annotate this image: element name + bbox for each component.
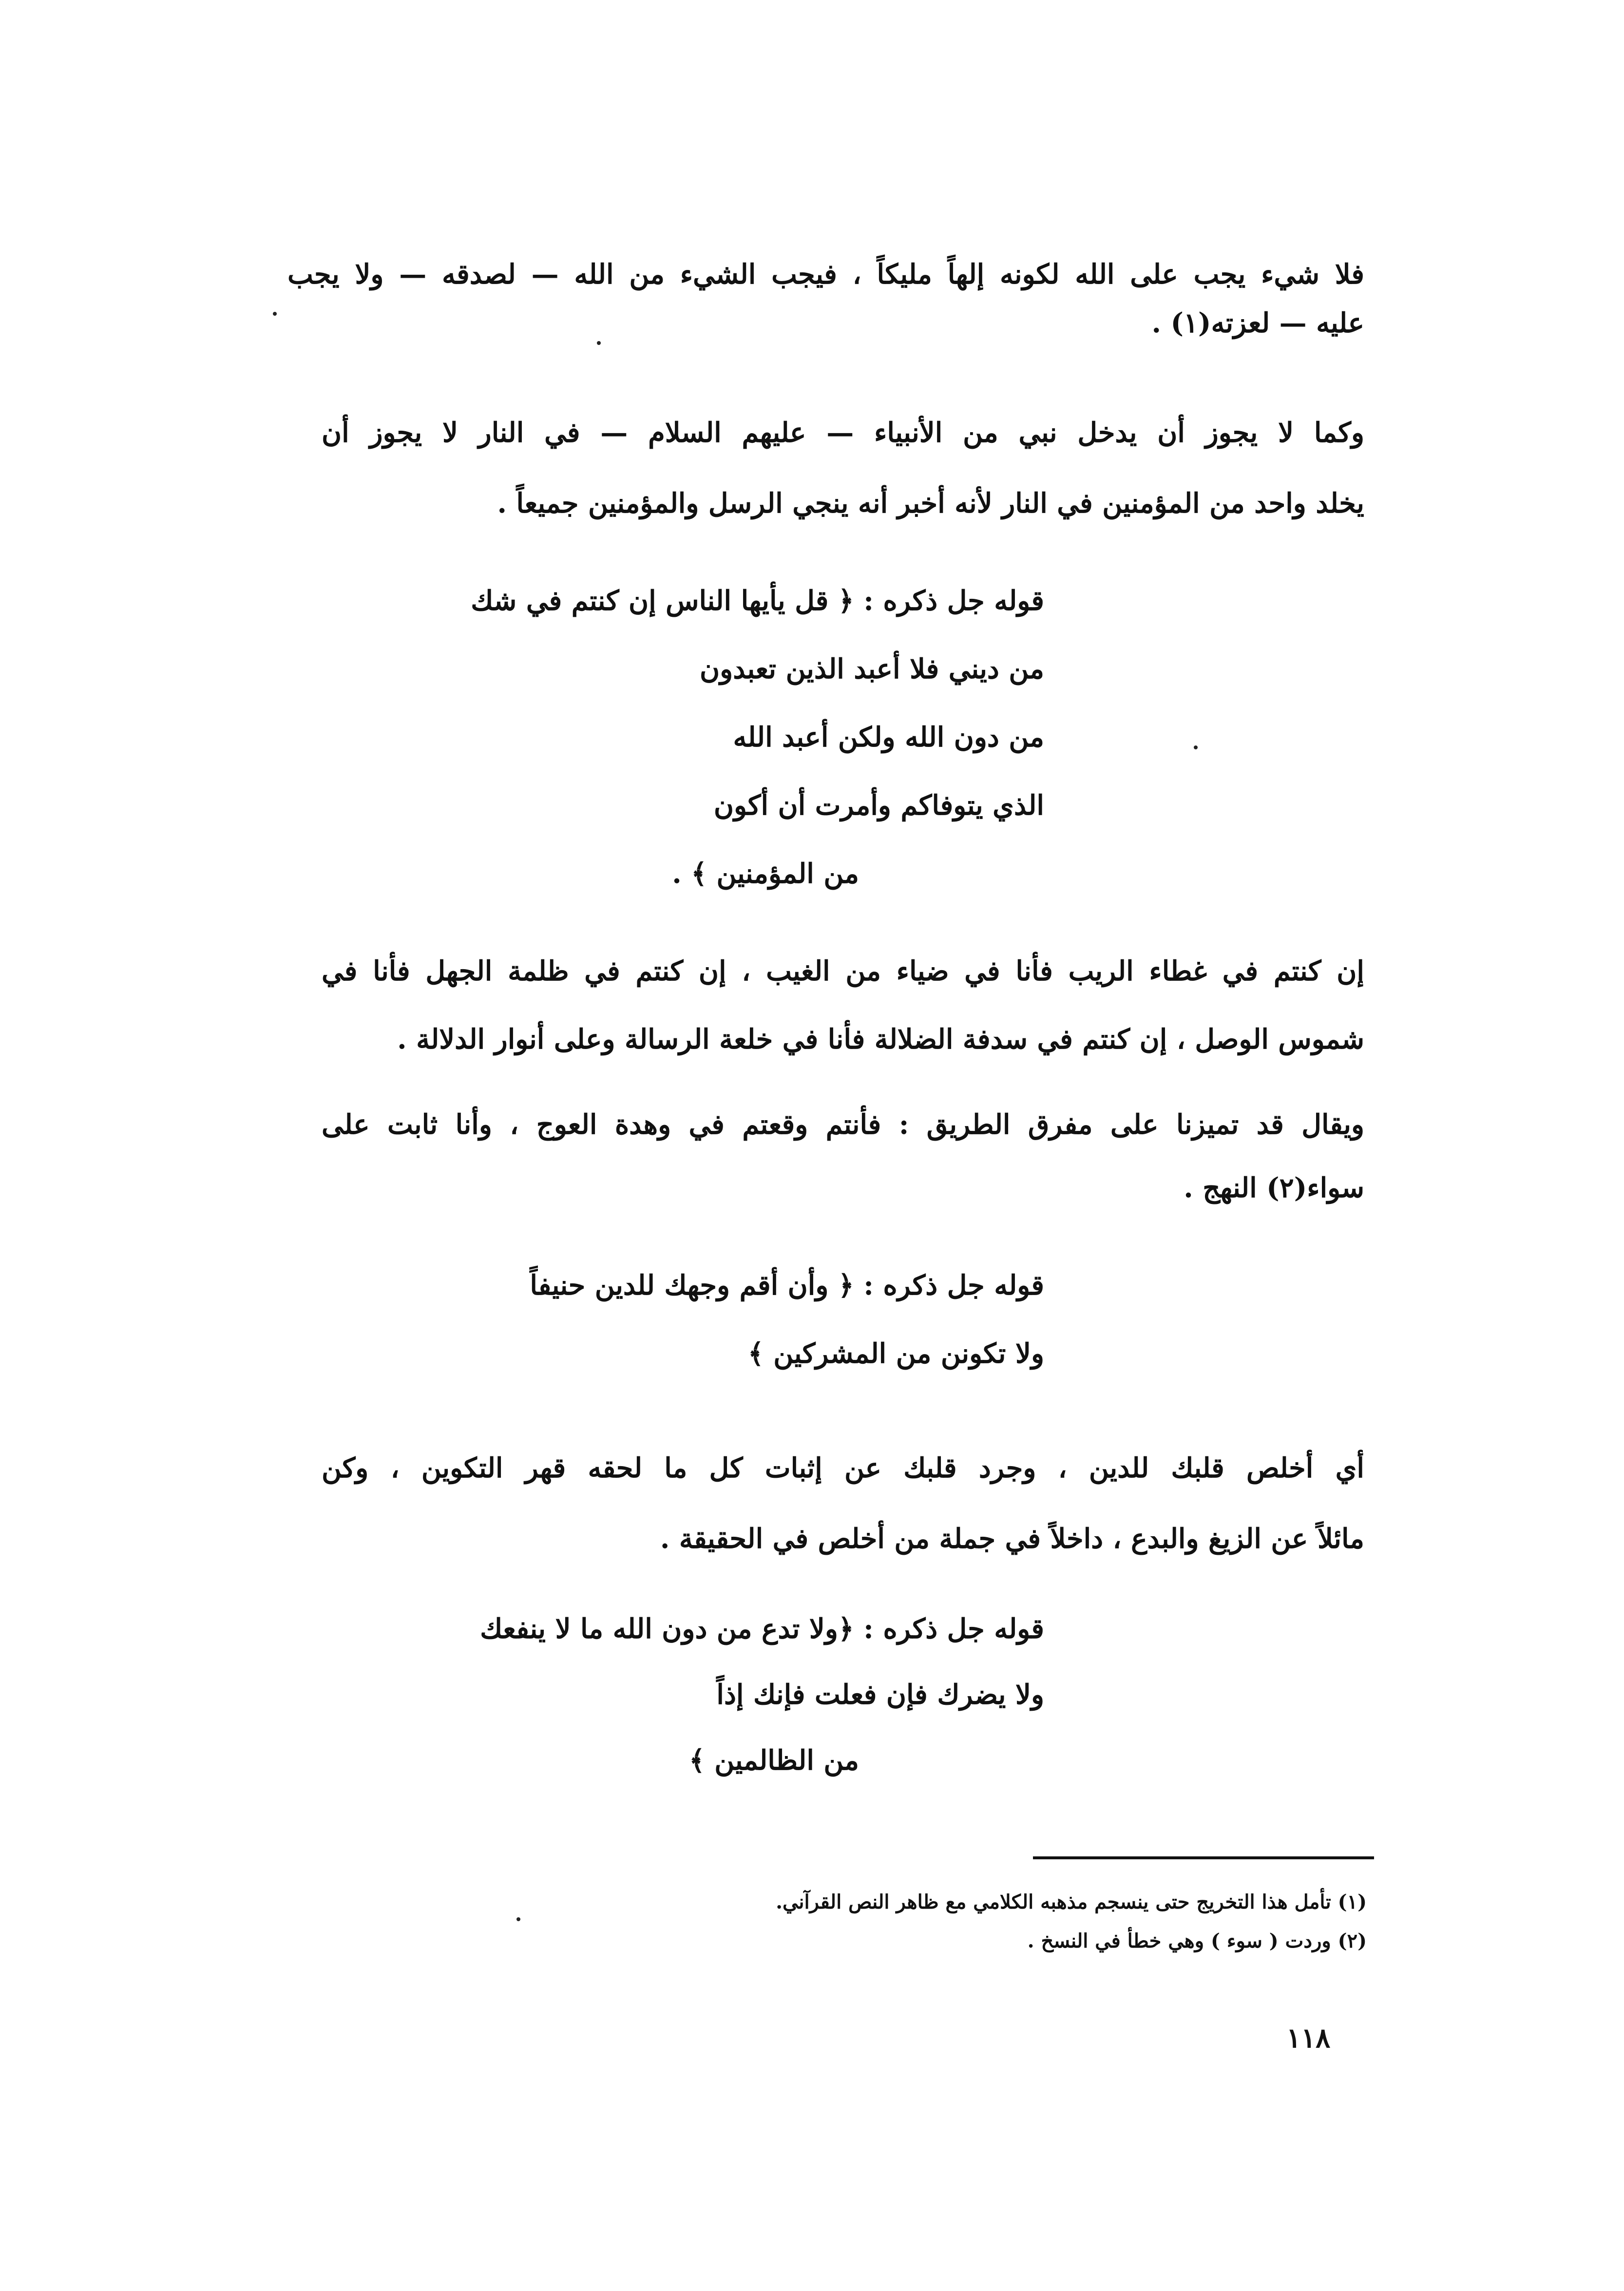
- paragraph-2: [287, 412, 1364, 519]
- verse-3-line-3: من الظالمين ﴾: [688, 1744, 859, 1776]
- verse-1-line-4: الذي يتوفاكم وأمرت أن أكون: [713, 789, 1044, 821]
- verse-1-line-5: من المؤمنين ﴾ .: [672, 858, 859, 890]
- verse-3-line-2: ولا يضرك فإن فعلت فإنك إذاً: [716, 1679, 1044, 1711]
- paragraph-4-line-2: سواء(٢) النهج .: [1184, 1172, 1364, 1204]
- footnote-2: (٢) وردت ( سوء ) وهي خطأ في النسخ .: [1027, 1929, 1367, 1952]
- paragraph-1: [287, 253, 1364, 361]
- page-number: ١١٨: [1286, 2022, 1331, 2054]
- paragraph-3-line-1: إن كنتم في غطاء الريب فأنا في ضياء من الغيب ، إن كنتم في ظلمة الجهل فأنا في: [322, 955, 1364, 987]
- scan-speck: [597, 341, 601, 345]
- paragraph-3: [287, 950, 1364, 1077]
- paragraph-5-line-1: أي أخلص قلبك للدين ، وجرد قلبك عن إثبات كل ما لحقه قهر التكوين ، وكن: [322, 1452, 1364, 1484]
- verse-2-line-1: قوله جل ذكره : ﴿ وأن أقم وجهك للدين حنيفاً: [530, 1269, 1044, 1301]
- scan-speck: [273, 312, 277, 316]
- paragraph-3-line-2: شموس الوصل ، إن كنتم في سدفة الضلالة فأنا في خلعة الرسالة وعلى أنوار الدلالة .: [397, 1023, 1364, 1055]
- verse-block-2: [284, 1264, 1044, 1391]
- paragraph-2-line-2: يخلد واحد من المؤمنين في النار لأنه أخبر أنه ينجي الرسل والمؤمنين جميعاً .: [497, 487, 1364, 519]
- paragraph-5-line-2: مائلاً عن الزيغ والبدع ، داخلاً في جملة من أخلص في الحقيقة .: [660, 1523, 1364, 1555]
- verse-1-line-2: من ديني فلا أعبد الذين تعبدون: [700, 653, 1044, 685]
- scan-speck: [1194, 745, 1198, 749]
- verse-2-line-2: ولا تكونن من المشركين ﴾: [747, 1337, 1044, 1370]
- scan-speck: [516, 1917, 520, 1921]
- verse-1-line-3: من دون الله ولكن أعبد الله: [733, 721, 1044, 753]
- footnote-1: (١) تأمل هذا التخريج حتى ينسجم مذهبه الكلامي مع ظاهر النص القرآني.: [776, 1890, 1367, 1913]
- paragraph-2-line-1: وكما لا يجوز أن يدخل نبي من الأنبياء — عليهم السلام — في النار لا يجوز أن: [322, 417, 1364, 449]
- paragraph-5: [287, 1447, 1364, 1574]
- paragraph-4-line-1: ويقال قد تميزنا على مفرق الطريق : فأنتم وقعتم في وهدة العوج ، وأنا ثابت على: [322, 1108, 1364, 1141]
- footnote-separator: [1033, 1856, 1374, 1859]
- paragraph-1-line-1: فلا شيء يجب على الله لكونه إلهاً مليكاً ، فيجب الشيء من الله — لصدقه — ولا يجب: [287, 258, 1364, 290]
- paragraph-1-line-2: عليه — لعزته(١) .: [1151, 307, 1364, 339]
- verse-block-3: [284, 1608, 1044, 1813]
- verse-block-1: [284, 580, 1044, 921]
- paragraph-4: [287, 1104, 1364, 1230]
- verse-1-line-1: قوله جل ذكره : ﴿ قل يأيها الناس إن كنتم في شك: [471, 585, 1044, 617]
- verse-3-line-1: قوله جل ذكره : ﴿ولا تدع من دون الله ما لا ينفعك: [480, 1613, 1044, 1645]
